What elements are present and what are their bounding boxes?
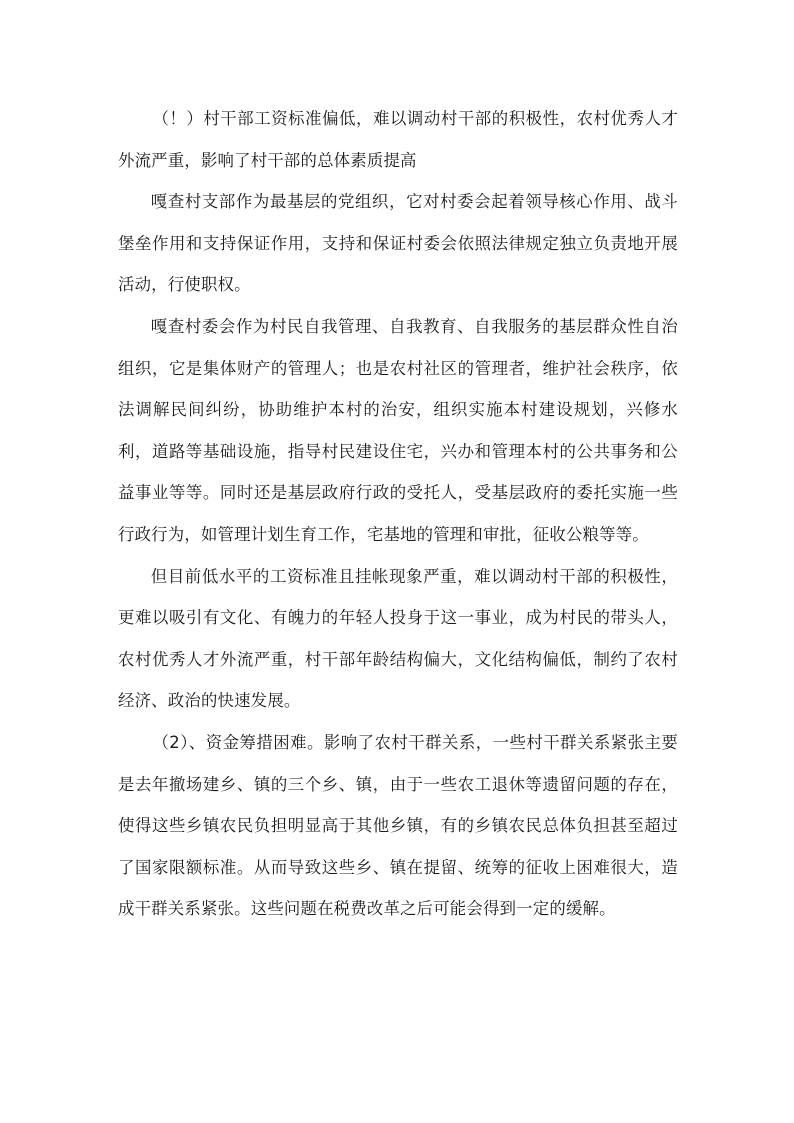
section-heading-2: （2）、资金筹措困难。影响了农村干群关系，一些村干群关系紧张主要是去年撤场建乡、镇的三个乡、镇，由于一些农工退休等遗留问题的存在，使得这些乡镇农民负担明显高于其他乡镇，有的乡镇农民总体负担甚至超过了国家限额标准。从而导致这些乡、镇在提留、统筹的征收上困难很大，造成干群关系紧张。这些问题在税费改革之后可能会得到一定的缓解。 bbox=[118, 732, 678, 919]
document-body bbox=[118, 98, 678, 930]
paragraph-salary-problem: 但目前低水平的工资标准且挂帐现象严重，难以调动村干部的积极性，更难以吸引有文化、有魄力的年轻人投身于这一事业，成为村民的带头人，农村优秀人才外流严重，村干部年龄结构偏大，文化结构偏低，制约了农村经济、政治的快速发展。 bbox=[118, 566, 678, 711]
paragraph-party-branch: 嘎查村支部作为最基层的党组织，它对村委会起着领导核心作用、战斗堡垒作用和支持保证作用，支持和保证村委会依照法律规定独立负责地开展活动，行使职权。 bbox=[118, 192, 678, 295]
section-heading-1: （！）村干部工资标准偏低，难以调动村干部的积极性，农村优秀人才外流严重，影响了村干部的总体素质提高 bbox=[118, 109, 678, 170]
paragraph-village-committee: 嘎查村委会作为村民自我管理、自我教育、自我服务的基层群众性自治组织，它是集体财产的管理人；也是农村社区的管理者，维护社会秩序，依法调解民间纠纷，协助维护本村的治安，组织实施本村建设规划，兴修水利，道路等基础设施，指导村民建设住宅，兴办和管理本村的公共事务和公益事业等等。同时还是基层政府行政的受托人，受基层政府的委托实施一些行政行为，如管理计划生育工作，宅基地的管理和审批，征收公粮等等。 bbox=[118, 316, 678, 544]
